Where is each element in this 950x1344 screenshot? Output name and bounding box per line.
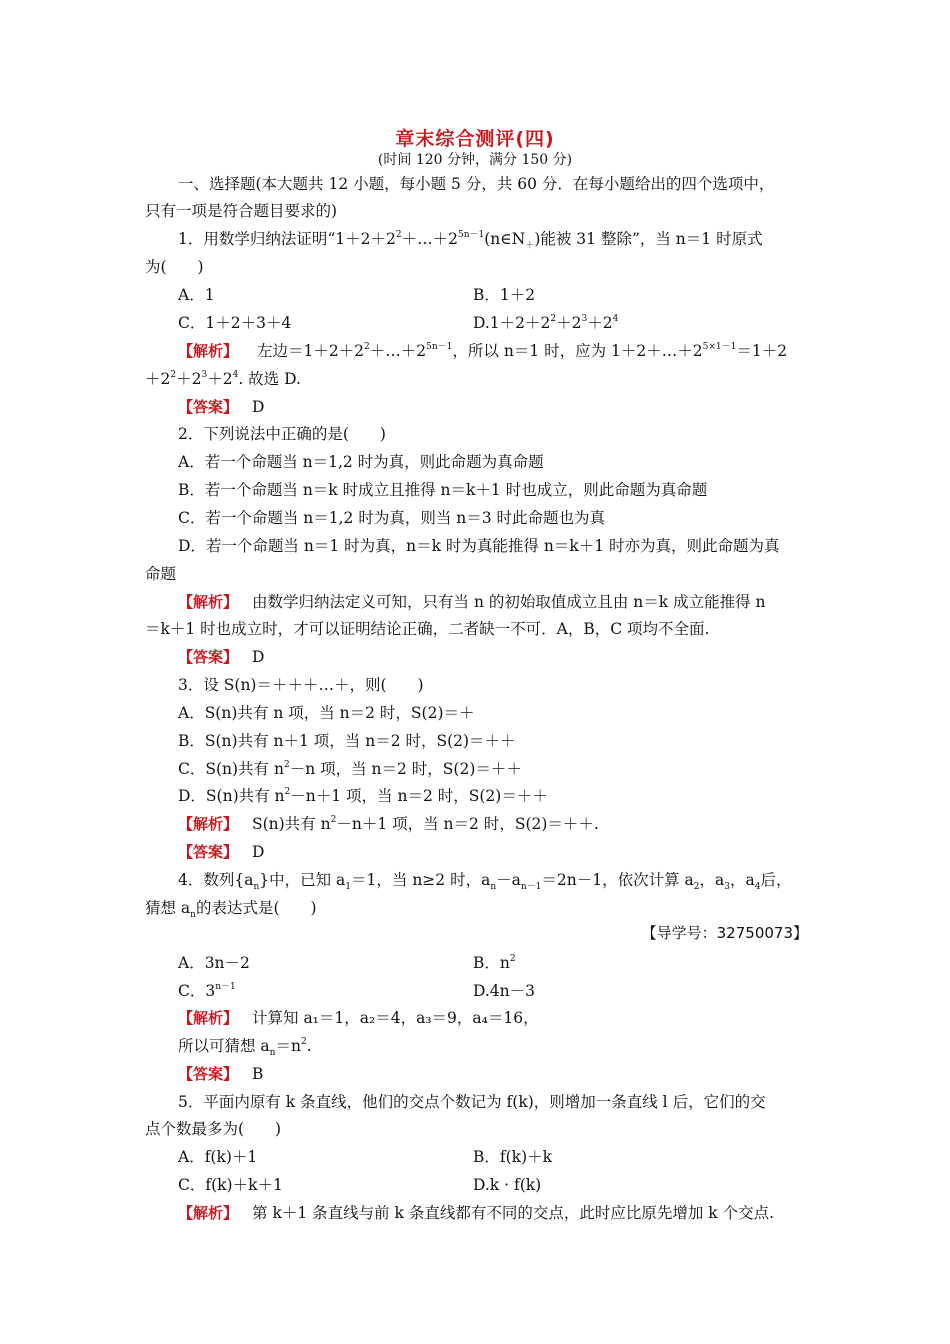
q1-stem-line2: 为( ) — [145, 258, 204, 276]
q1-analysis-line2: $+2^2+2^3+2^4$. 故选 D. — [145, 370, 301, 388]
q2-analysis-line2: ＝k＋1 时也成立时，才可以证明结论正确，二者缺一不可．A，B，C 项均不全面. — [145, 620, 710, 638]
guide-number: 【导学号：32750073】 — [641, 924, 808, 942]
analysis-label: 【解析】 — [178, 1009, 239, 1027]
page-subtitle: (时间 120 分钟，满分 150 分) — [377, 152, 573, 168]
analysis-label: 【解析】 — [178, 593, 239, 611]
q3-option-a: A．S(n)共有 n 项，当 n＝2 时，S(2)＝＋ — [178, 704, 475, 722]
q2-option-c: C．若一个命题当 n＝1,2 时为真，则当 n＝3 时此命题也为真 — [178, 509, 606, 527]
q2-option-b: B．若一个命题当 n＝k 时成立且推得 n＝k＋1 时也成立，则此命题为真命题 — [178, 481, 708, 499]
q5-option-a: A．f(k)＋1 — [178, 1148, 258, 1166]
answer-label: 【答案】 — [178, 398, 239, 416]
q5-option-b: B．f(k)＋k — [473, 1148, 553, 1166]
q3-option-c: C．S(n)共有 $n^2-n$ 项，当 n＝2 时，S(2)＝＋＋ — [178, 760, 522, 778]
q4-option-b: B．$n^2$ — [473, 954, 516, 972]
q2-analysis-line1: 【解析】 由数学归纳法定义可知，只有当 n 的初始取值成立且由 n＝k 成立能推得 n — [178, 593, 766, 611]
section-intro-line1: 一、选择题(本大题共 12 小题，每小题 5 分，共 60 分．在每小题给出的四个选项中， — [178, 175, 775, 193]
q5-option-d: D.k · f(k) — [473, 1176, 542, 1194]
answer-label: 【答案】 — [178, 843, 239, 861]
q4-option-d: D.4n－3 — [473, 982, 536, 1000]
q5-analysis: 【解析】 第 k＋1 条直线与前 k 条直线都有不同的交点，此时应比原先增加 k 个交点. — [178, 1204, 775, 1222]
q4-option-a: A．3n－2 — [178, 954, 250, 972]
q1-option-d: $D.1+2+2^2+2^3+2^4$ — [473, 314, 619, 332]
q2-option-a: A．若一个命题当 n＝1,2 时为真，则此命题为真命题 — [178, 453, 544, 471]
q3-analysis: 【解析】 S(n)共有 $n^2-n+1$ 项，当 n＝2 时，S(2)＝＋＋. — [178, 815, 599, 833]
q4-analysis-line2: 所以可猜想 $a_n=n^2$. — [178, 1037, 312, 1058]
q5-option-c: C．f(k)＋k＋1 — [178, 1176, 283, 1194]
section-intro-line2: 只有一项是符合题目要求的) — [145, 202, 338, 220]
q2-option-d-line1: D．若一个命题当 n＝1 时为真，n＝k 时为真能推得 n＝k＋1 时亦为真，则此命题为真 — [178, 537, 780, 555]
answer-label: 【答案】 — [178, 1065, 239, 1083]
q1-option-a: A．1 — [178, 286, 215, 304]
q4-stem-line1: 4．数列$\{a_n\}$中，已知 $a_1=1$，当 n≥2 时，$a_n-a_{n-1}=2n-1$，依次计算 $a_2$，$a_3$，$a_4$后， — [178, 871, 792, 892]
q2-stem: 2．下列说法中正确的是( ) — [178, 425, 386, 443]
q4-option-c: C．$3^{n-1}$ — [178, 982, 236, 1000]
answer-label: 【答案】 — [178, 648, 239, 666]
q1-analysis-line1: 【解析】 左边$=1+2+2^2+\dots+2^{5n-1}$，所以 n＝1 时，应为 $1+2+\dots+2^{5\times 1-1}=1+2$ — [178, 342, 788, 360]
q3-option-b: B．S(n)共有 n＋1 项，当 n＝2 时，S(2)＝＋＋ — [178, 732, 516, 750]
q1-stem-line1: 1．用数学归纳法证明“$1+2+2^2+\dots+2^{5n-1}(n\in N_+)$能被 31 整除”，当 n＝1 时原式 — [178, 230, 763, 251]
q3-stem: 3．设 S(n)＝＋＋＋…＋，则( ) — [178, 676, 424, 694]
q5-stem-line1: 5．平面内原有 k 条直线，他们的交点个数记为 f(k)，则增加一条直线 l 后，它们的交 — [178, 1093, 766, 1111]
analysis-label: 【解析】 — [178, 1204, 239, 1222]
q1-answer: 【答案】 D — [178, 398, 265, 416]
q4-answer: 【答案】 B — [178, 1065, 264, 1083]
analysis-label: 【解析】 — [178, 342, 239, 360]
page-title: 章末综合测评(四) — [395, 128, 555, 150]
q4-stem-line2: 猜想 $a_n$的表达式是( ) — [145, 899, 317, 920]
q1-option-c: C．1＋2＋3＋4 — [178, 314, 292, 332]
q5-stem-line2: 点个数最多为( ) — [145, 1120, 282, 1138]
q3-answer: 【答案】 D — [178, 843, 265, 861]
q1-option-b: B．1＋2 — [473, 286, 536, 304]
q2-answer: 【答案】 D — [178, 648, 265, 666]
analysis-label: 【解析】 — [178, 815, 239, 833]
q2-option-d-line2: 命题 — [145, 565, 177, 583]
q4-analysis-line1: 【解析】 计算知 a₁＝1，a₂＝4，a₃＝9，a₄＝16， — [178, 1009, 539, 1027]
q3-option-d: D．S(n)共有 $n^2-n+1$ 项，当 n＝2 时，S(2)＝＋＋ — [178, 787, 548, 805]
